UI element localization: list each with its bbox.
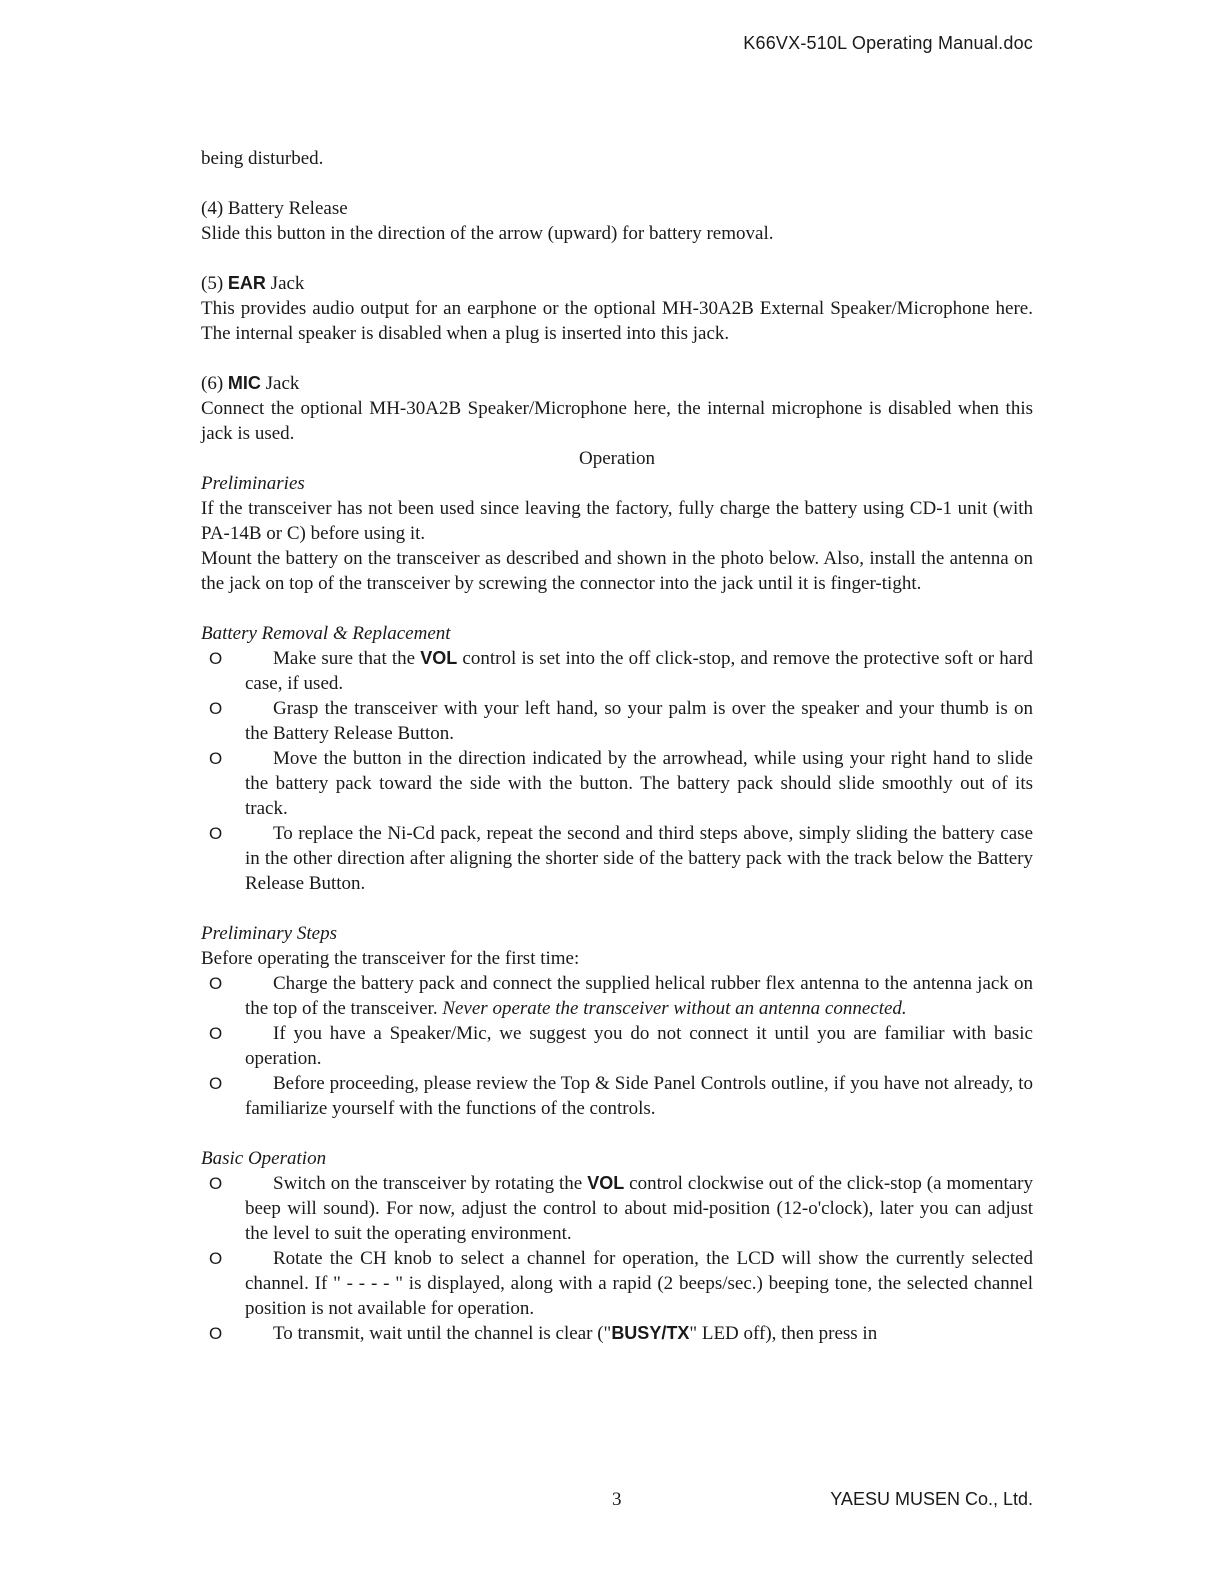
list-item: O Grasp the transceiver with your left hand, so your palm is over the speaker and your thumb is on the Battery Release Button. — [209, 698, 1033, 744]
basic-operation-heading: Basic Operation — [201, 1148, 327, 1169]
preliminary-steps-heading: Preliminary Steps — [201, 923, 337, 944]
list-item: O If you have a Speaker/Mic, we suggest you do not connect it until you are familiar with basic operation. — [209, 1023, 1033, 1069]
battery-release-body: Slide this button in the direction of the arrow (upward) for battery removal. — [201, 223, 774, 244]
preliminaries-para-2: Mount the battery on the transceiver as described and shown in the photo below. Also, install the antenna on the jack on top of the transceiver by screwing the connector into the jack until it is finger-tight. — [201, 548, 1033, 594]
intro-text: being disturbed. — [201, 148, 324, 169]
list-item: O Charge the battery pack and connect the supplied helical rubber flex antenna to the antenna jack on the top of the transceiver. Never operate the transceiver without an antenna connected. — [209, 973, 1033, 1019]
list-item: O To transmit, wait until the channel is clear ("BUSY/TX" LED off), then press in — [209, 1323, 878, 1344]
mic-jack-body: Connect the optional MH-30A2B Speaker/Microphone here, the internal microphone is disabled when this jack is used. — [201, 398, 1033, 444]
bullet-circle-icon: O — [209, 1174, 223, 1193]
bullet-circle-icon: O — [209, 699, 223, 718]
preliminaries-para-1: If the transceiver has not been used since leaving the factory, fully charge the battery using CD-1 unit (with PA-14B or C) before using it. — [201, 498, 1033, 544]
battery-removal-heading: Battery Removal & Replacement — [201, 623, 451, 644]
bullet-circle-icon: O — [209, 749, 223, 768]
battery-release-heading: (4) Battery Release — [201, 198, 348, 219]
bullet-circle-icon: O — [209, 824, 223, 843]
page-body — [201, 146, 1033, 1346]
bullet-circle-icon: O — [209, 1024, 223, 1043]
mic-jack-heading: (6) MIC Jack — [201, 373, 300, 394]
document-header-filename: K66VX-510L Operating Manual.doc — [743, 33, 1033, 53]
preliminary-steps-intro: Before operating the transceiver for the first time: — [201, 948, 580, 969]
bullet-circle-icon: O — [209, 649, 223, 668]
list-item: O Move the button in the direction indicated by the arrowhead, while using your right hand to slide the battery pack toward the side with the button. The battery pack should slide smoothly out of its track. — [209, 748, 1033, 819]
bullet-circle-icon: O — [209, 1074, 223, 1093]
preliminaries-heading: Preliminaries — [201, 473, 305, 494]
bullet-circle-icon: O — [209, 974, 223, 993]
list-item: O Make sure that the VOL control is set into the off click-stop, and remove the protective soft or hard case, if used. — [209, 648, 1033, 694]
ear-jack-heading: (5) EAR Jack — [201, 273, 305, 294]
list-item: O To replace the Ni-Cd pack, repeat the second and third steps above, simply sliding the battery case in the other direction after aligning the shorter side of the battery pack with the track below the Battery Release Button. — [209, 823, 1033, 894]
footer-company: YAESU MUSEN Co., Ltd. — [830, 1489, 1033, 1509]
operation-title: Operation — [579, 448, 655, 469]
bullet-circle-icon: O — [209, 1249, 223, 1268]
list-item: O Switch on the transceiver by rotating the VOL control clockwise out of the click-stop (a momentary beep will sound). For now, adjust the control to about mid-position (12-o'clock), later you can adjust the level to suit the operating environment. — [209, 1173, 1033, 1244]
bullet-circle-icon: O — [209, 1324, 223, 1343]
page-number: 3 — [612, 1489, 622, 1510]
ear-jack-body: This provides audio output for an earphone or the optional MH-30A2B External Speaker/Microphone here. The internal speaker is disabled when a plug is inserted into this jack. — [201, 298, 1033, 344]
list-item: O Before proceeding, please review the Top & Side Panel Controls outline, if you have not already, to familiarize yourself with the functions of the controls. — [209, 1073, 1033, 1119]
list-item: O Rotate the CH knob to select a channel for operation, the LCD will show the currently selected channel. If " - - - - " is displayed, along with a rapid (2 beeps/sec.) beeping tone, the selected channel position is not available for operation. — [209, 1248, 1033, 1319]
